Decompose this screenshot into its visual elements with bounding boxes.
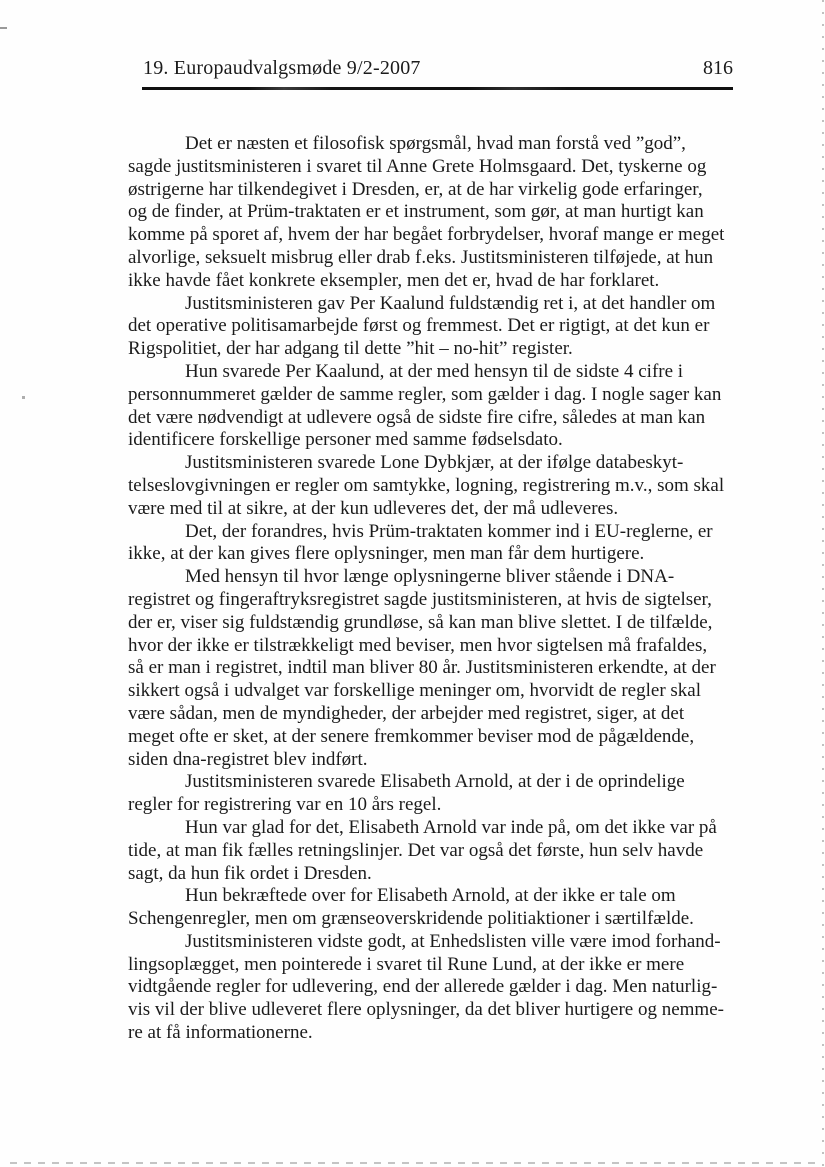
text-line: sagde justitsministeren i svaret til Anne Grete Holmsgaard. Det, tyskerne og <box>128 155 707 177</box>
scan-artifact-topleft-dash <box>0 27 7 29</box>
text-line: Hun var glad for det, Elisabeth Arnold var inde på, om det ikke var på <box>185 816 717 838</box>
text-line: Justitsministeren vidste godt, at Enhedslisten ville være imod forhand- <box>185 930 721 952</box>
text-line: personnummeret gælder de samme regler, som gælder i dag. I nogle sager kan <box>128 383 722 405</box>
text-line: sikkert også i udvalget var forskellige meninger om, hvorvidt de regler skal <box>128 680 702 702</box>
text-line: alvorlige, seksuelt misbrug eller drab f.eks. Justitsministeren tilføjede, at hun <box>128 246 714 268</box>
text-line: Rigspolitiet, der har adgang til dette ”hit – no-hit” register. <box>128 338 573 360</box>
paragraph <box>128 771 778 817</box>
text-line: så er man i registret, indtil man bliver 80 år. Justitsministeren erkendte, at der <box>128 657 716 679</box>
text-line: siden dna-registret blev indført. <box>128 748 368 770</box>
text-line: tide, at man fik fælles retningslinjer. Det var også det første, hun selv havde <box>128 839 704 861</box>
paragraph <box>128 133 778 293</box>
text-line: Med hensyn til hvor længe oplysningerne bliver stående i DNA- <box>185 566 675 588</box>
text-line: være med til at sikre, at der kun udleveres det, der må udleveres. <box>128 497 619 519</box>
text-line: der er, viser sig fuldstændig grundløse, så kan man blive slettet. I de tilfælde, <box>128 611 713 633</box>
text-line: det være nødvendigt at udlevere også de sidste fire cifre, således at man kan <box>128 406 706 428</box>
text-line: Justitsministeren svarede Elisabeth Arnold, at der i de oprindelige <box>185 771 685 793</box>
document-body <box>128 133 778 1045</box>
text-line: Hun bekræftede over for Elisabeth Arnold, at der ikke er tale om <box>185 885 676 907</box>
text-line: Schengenregler, men om grænseoverskridende politiaktioner i særtilfælde. <box>128 908 694 930</box>
text-line: Justitsministeren svarede Lone Dybkjær, at der ifølge databeskyt- <box>185 452 684 474</box>
text-line: Det, der forandres, hvis Prüm-traktaten kommer ind i EU-reglerne, er <box>185 520 713 542</box>
text-line: østrigerne har tilkendegivet i Dresden, er, at de har virkelig gode erfaringer, <box>128 178 703 200</box>
text-line: lingsoplægget, men pointerede i svaret til Rune Lund, at der ikke er mere <box>128 953 685 975</box>
text-line: ikke, at der kan gives flere oplysninger, men man får dem hurtigere. <box>128 543 645 565</box>
text-line: telseslovgivningen er regler om samtykke, logning, registrering m.v., som skal <box>128 474 725 496</box>
text-line: vidtgående regler for udlevering, end der allerede gælder i dag. Men naturlig- <box>128 976 718 998</box>
paragraph <box>128 566 778 771</box>
text-line: være sådan, men de myndigheder, der arbejder med registret, siger, at det <box>128 702 685 724</box>
text-line: komme på sporet af, hvem der har begået forbrydelser, hvoraf mange er meget <box>128 224 725 246</box>
paragraph <box>128 293 778 361</box>
text-line: det operative politisamarbejde først og fremmest. Det er rigtigt, at det kun er <box>128 315 710 337</box>
text-line: vis vil der blive udleveret flere oplysninger, da det bliver hurtigere og nemme- <box>128 999 724 1021</box>
text-line: Justitsministeren gav Per Kaalund fuldstændig ret i, at det handler om <box>185 292 716 314</box>
paragraph <box>128 885 778 931</box>
text-line: Hun svarede Per Kaalund, at der med hensyn til de sidste 4 cifre i <box>185 360 684 382</box>
paragraph <box>128 361 778 452</box>
page-number: 816 <box>703 57 733 79</box>
scan-artifact-left-speck <box>22 396 25 399</box>
text-line: Det er næsten et filosofisk spørgsmål, hvad man forstå ved ”god”, <box>185 133 686 154</box>
scan-artifact-right-edge-dots <box>822 0 824 1167</box>
header-rule <box>142 87 733 90</box>
text-line: ikke havde fået konkrete eksempler, men det er, hvad de har forklaret. <box>128 269 660 291</box>
paragraph <box>128 931 778 1045</box>
text-line: hvor der ikke er tilstrækkeligt med beviser, men hvor sigtelsen må frafaldes, <box>128 634 708 656</box>
scan-artifact-bottom-dashes <box>10 1162 816 1164</box>
text-line: re at få informationerne. <box>128 1022 313 1044</box>
paragraph <box>128 521 778 567</box>
text-line: regler for registrering var en 10 års regel. <box>128 794 442 816</box>
paragraph <box>128 817 778 885</box>
text-line: identificere forskellige personer med samme fødselsdato. <box>128 429 563 451</box>
text-line: registret og fingeraftryksregistret sagde justitsministeren, at hvis de sigtelser, <box>128 588 712 610</box>
paragraph <box>128 452 778 520</box>
text-line: meget ofte er sket, at der senere fremkommer beviser mod de pågældende, <box>128 725 695 747</box>
text-line: sagt, da hun fik ordet i Dresden. <box>128 862 372 884</box>
text-line: og de finder, at Prüm-traktaten er et instrument, som gør, at man hurtigt kan <box>128 201 704 223</box>
header-title: 19. Europaudvalgsmøde 9/2-2007 <box>143 57 421 79</box>
